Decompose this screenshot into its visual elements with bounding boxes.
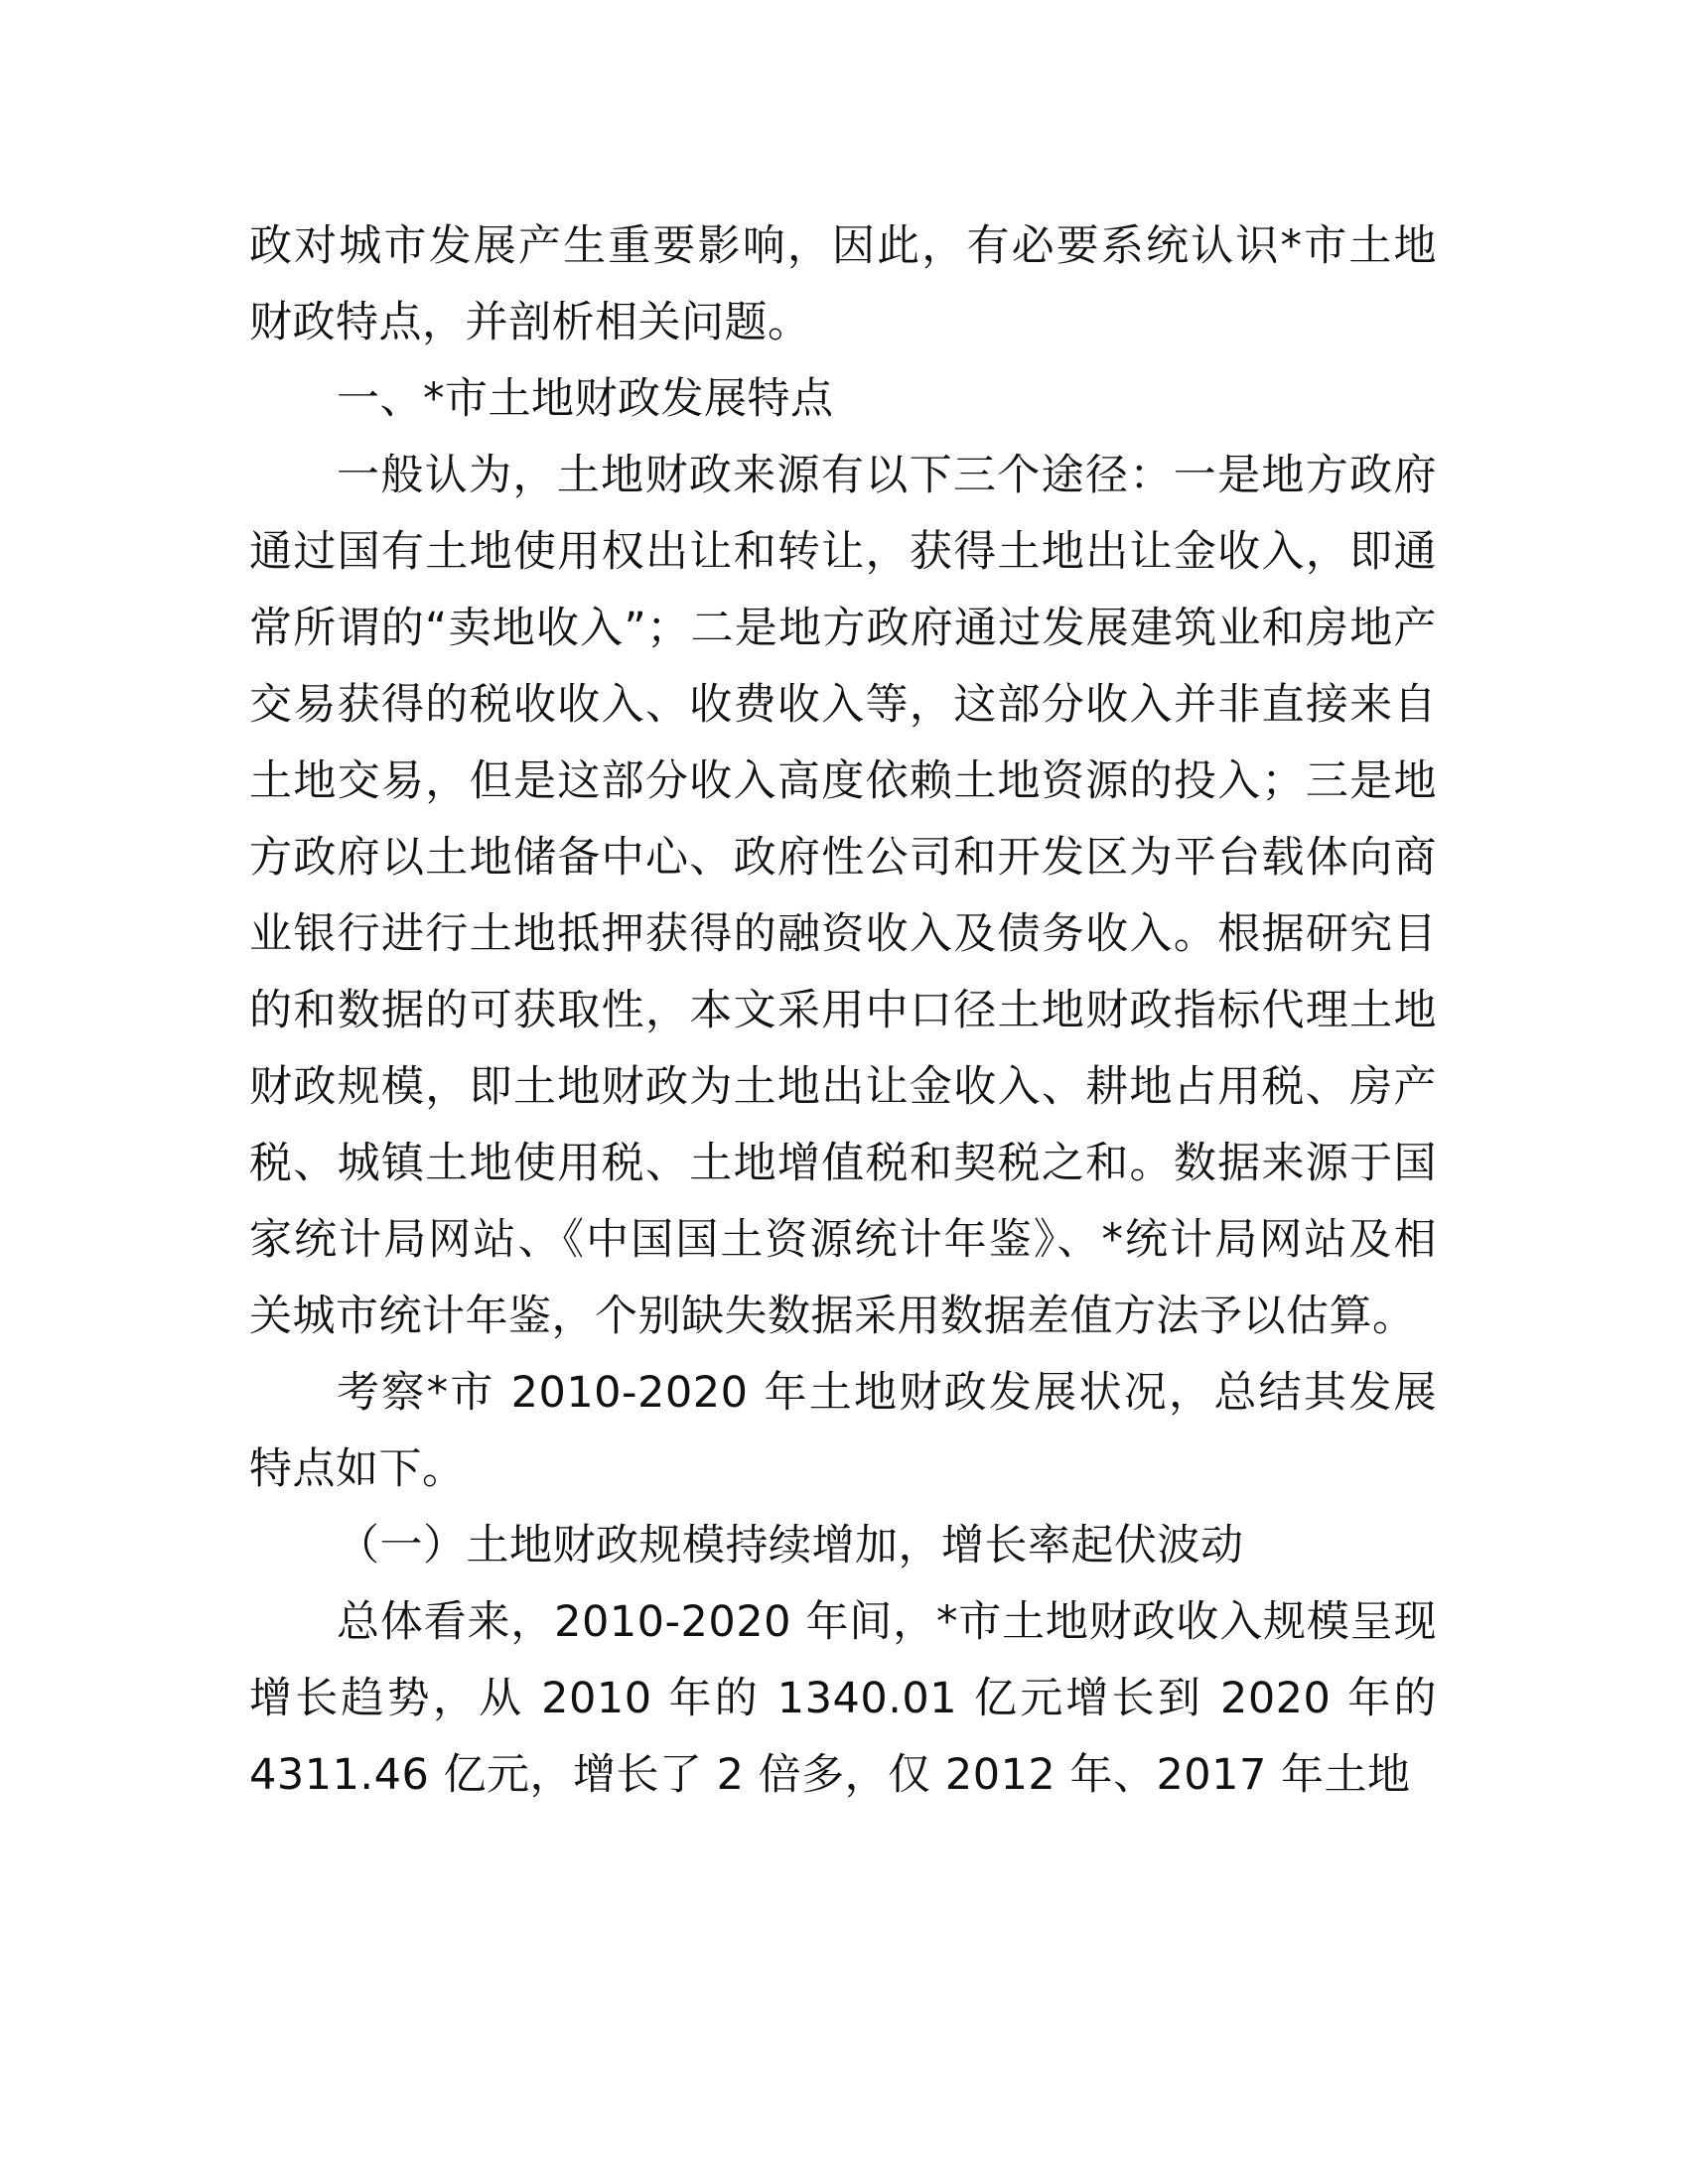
section-heading-1: 一、*市土地财政发展特点: [337, 374, 834, 424]
paragraph-review-intro: 考察*市 2010-2020 年土地财政发展状况，总结其发展特点如下。: [249, 1368, 1437, 1494]
document-body: [249, 208, 1437, 1814]
paragraph-scale-overview: 总体看来，2010-2020 年间，*市土地财政收入规模呈现增长趋势，从 2010 年的 1340.01 亿元增长到 2020 年的 4311.46 亿元，增长了 2 倍多，仅 2012 年、2017 年土地: [249, 1597, 1437, 1800]
subsection-heading-1: （一）土地财政规模持续增加，增长率起伏波动: [337, 1521, 1244, 1570]
paragraph-land-finance-sources: 一般认为，土地财政来源有以下三个途径：一是地方政府通过国有土地使用权出让和转让，获得土地出让金收入，即通常所谓的“卖地收入”；二是地方政府通过发展建筑业和房地产交易获得的税收收入、收费收入等，这部分收入并非直接来自土地交易，但是这部分收入高度依赖土地资源的投入；三是地方政府以土地储备中心、政府性公司和开发区为平台载体向商业银行进行土地抵押获得的融资收入及债务收入。根据研究目的和数据的可获取性，本文采用中口径土地财政指标代理土地财政规模，即土地财政为土地出让金收入、耕地占用税、房产税、城镇土地使用税、土地增值税和契税之和。数据来源于国家统计局网站、《中国国土资源统计年鉴》、*统计局网站及相关城市统计年鉴，个别缺失数据采用数据差值方法予以估算。: [249, 451, 1437, 1341]
paragraph-intro-continuation: 政对城市发展产生重要影响，因此，有必要系统认识*市土地财政特点，并剖析相关问题。: [249, 221, 1437, 347]
